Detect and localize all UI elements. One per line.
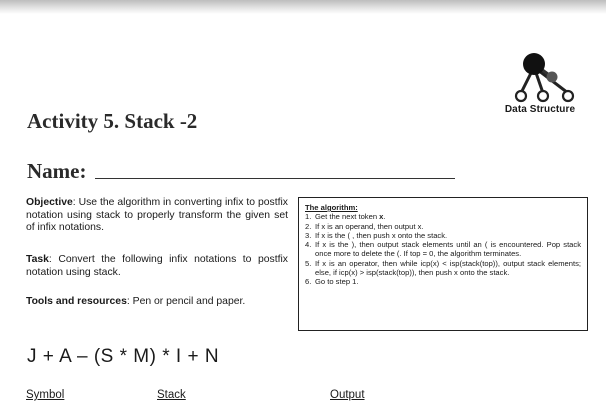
logo-caption: Data Structure	[504, 104, 576, 115]
algorithm-box	[298, 197, 588, 331]
algorithm-steps	[305, 212, 581, 286]
objective-paragraph	[26, 197, 288, 235]
algorithm-title: The algorithm:	[305, 203, 358, 212]
algorithm-step	[305, 231, 581, 240]
step-text	[315, 212, 581, 221]
stack-column-header: Stack	[157, 389, 186, 401]
step-text: If x is the ( , then push x onto the stack.	[315, 230, 448, 240]
algorithm-step	[305, 240, 581, 259]
step-number: 4.	[305, 240, 312, 250]
tools-text: : Pen or pencil and paper.	[126, 296, 246, 307]
step-number: 3.	[305, 230, 312, 240]
step-text-part: Get the next token	[315, 212, 380, 222]
tools-paragraph	[26, 296, 288, 309]
task-text: : Convert the following infix notations to postfix notation using stack.	[26, 254, 288, 278]
step-text: Go to step 1.	[315, 277, 359, 287]
step-number: 6.	[305, 277, 312, 287]
objective-label: Objective	[26, 197, 73, 208]
step-number: 5.	[305, 258, 312, 268]
step-token: x	[379, 212, 384, 222]
algorithm-step	[305, 277, 581, 286]
step-number: 2.	[305, 221, 312, 231]
output-column-header: Output	[330, 389, 365, 401]
objective-text: : Use the algorithm in converting infix to postfix notation using stack to properly transform the given set of infix notations.	[26, 197, 288, 234]
infix-expression: J + A – (S * M) * I + N	[27, 346, 220, 367]
algorithm-step	[305, 212, 581, 221]
algorithm-step	[305, 222, 581, 231]
symbol-column-header: Symbol	[26, 389, 65, 401]
step-text: If x is an operator, then while icp(x) < isp(stack(top)), output stack elements; else, if icp(x) > isp(stack(top)), then push x onto the stack.	[315, 258, 581, 278]
step-text: If x is an operand, then output x.	[315, 221, 424, 231]
step-text: If x is the ), then output stack elements until an ( is encountered. Pop stack once more to delete the (. If top = 0, the algorithm terminates.	[315, 240, 581, 259]
top-shadow-band	[0, 0, 606, 14]
activity-title: Activity 5. Stack -2	[27, 109, 198, 133]
step-number: 1.	[305, 212, 312, 222]
name-label: Name:	[27, 159, 87, 183]
data-structure-logo	[490, 46, 590, 118]
task-label: Task	[26, 254, 49, 265]
tree-graph-icon	[490, 46, 590, 104]
algorithm-step	[305, 259, 581, 278]
name-blank-line[interactable]	[95, 178, 455, 179]
task-paragraph	[26, 254, 288, 279]
tools-label: Tools and resources	[26, 296, 127, 307]
step-text-part: .	[383, 212, 386, 222]
